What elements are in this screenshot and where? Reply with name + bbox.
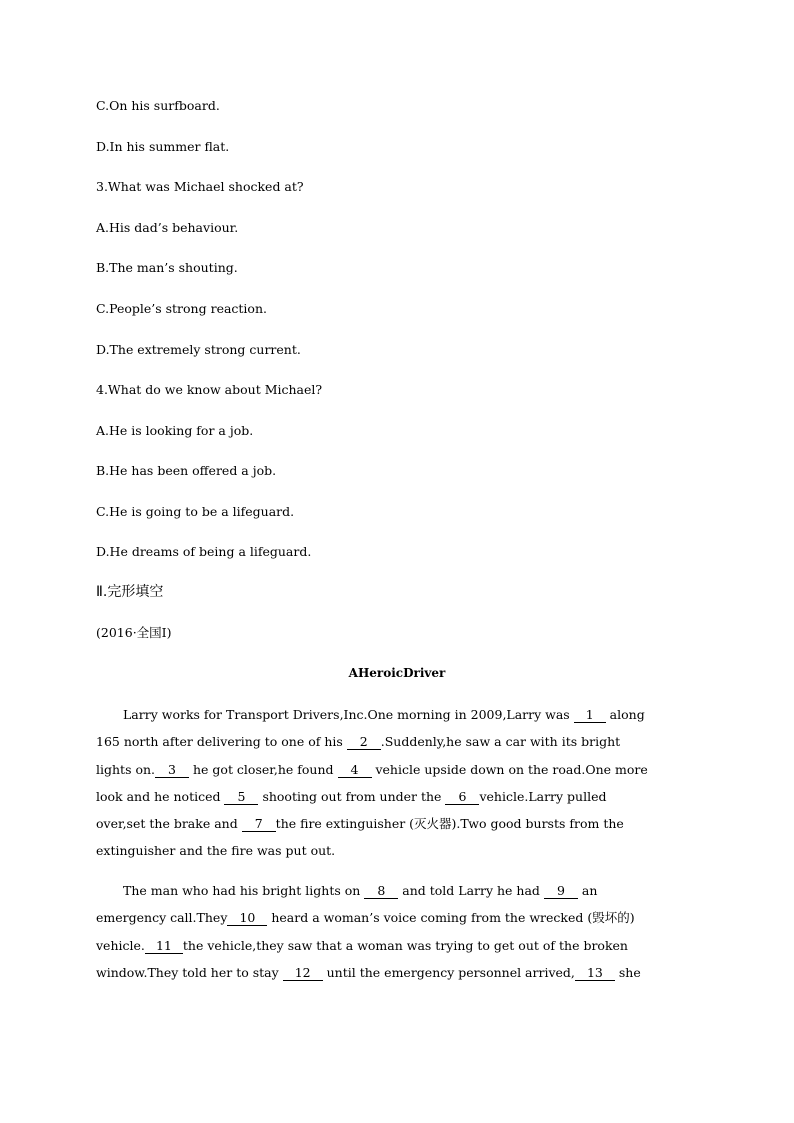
- option-q3-d: D.The extremely strong current.: [96, 342, 301, 357]
- p1-line-5: [96, 810, 696, 837]
- option-q4-a: A.He is looking for a job.: [96, 423, 254, 438]
- text-run: and told Larry he had: [398, 883, 544, 898]
- text-run: window.They told her to stay: [96, 964, 283, 980]
- text-run: an: [577, 883, 598, 898]
- text-run: vehicle.: [96, 937, 145, 953]
- text-run: .Suddenly,he saw a car with its bright: [380, 734, 621, 750]
- p1-line-2: [96, 728, 696, 755]
- text-run: 165 north after delivering to one of his: [96, 734, 347, 750]
- p2-line-1: [96, 877, 696, 904]
- text-run: the vehicle,they saw that a woman was trying to get out of the broken: [182, 937, 628, 953]
- text-run: lights on.: [96, 761, 156, 777]
- p2-line-4: [96, 959, 696, 986]
- option-q4-c: C.He is going to be a lifeguard.: [96, 504, 295, 519]
- p2-line-3: [96, 932, 696, 959]
- text-run: look and he noticed: [96, 788, 225, 804]
- blank-5: 5: [224, 790, 258, 805]
- option-q2-c: C.On his surfboard.: [96, 98, 220, 113]
- blank-11: 11: [145, 939, 183, 954]
- passage-paragraph-2: [96, 877, 696, 986]
- blank-4: 4: [338, 763, 372, 778]
- passage-title: AHeroicDriver: [348, 666, 446, 680]
- section-source: (2016·全国Ⅰ): [96, 625, 172, 640]
- text-run: the fire extinguisher (灭火器).Two good bursts from the: [275, 816, 624, 832]
- text-run: along: [605, 707, 645, 722]
- question-4: 4.What do we know about Michael?: [96, 382, 323, 397]
- blank-10: 10: [227, 911, 267, 926]
- question-3: 3.What was Michael shocked at?: [96, 179, 304, 194]
- text-run: Larry works for Transport Drivers,Inc.One morning in 2009,Larry was: [123, 707, 574, 722]
- p2-line-2: [96, 904, 696, 931]
- p1-line-4: [96, 783, 696, 810]
- text-run: until the emergency personnel arrived,: [322, 964, 575, 980]
- p1-line-1: [96, 701, 696, 728]
- text-run: vehicle upside down on the road.One more: [371, 761, 648, 777]
- text-run: The man who had his bright lights on: [123, 883, 365, 898]
- text-run: he got closer,he found: [189, 761, 338, 777]
- text-run: vehicle.Larry pulled: [479, 788, 607, 804]
- blank-6: 6: [445, 790, 479, 805]
- option-q2-d: D.In his summer flat.: [96, 139, 230, 154]
- text-run: shooting out from under the: [258, 788, 446, 804]
- p1-line-3: [96, 756, 696, 783]
- text-run: over,set the brake and: [96, 816, 242, 832]
- blank-1: 1: [574, 708, 606, 723]
- option-q3-a: A.His dad’s behaviour.: [96, 220, 239, 235]
- option-q4-d: D.He dreams of being a lifeguard.: [96, 544, 312, 559]
- blank-3: 3: [155, 763, 189, 778]
- text-run: heard a woman’s voice coming from the wrecked (毁坏的): [267, 910, 635, 926]
- option-q3-c: C.People’s strong reaction.: [96, 301, 267, 316]
- option-q4-b: B.He has been offered a job.: [96, 463, 277, 478]
- blank-2: 2: [347, 735, 381, 750]
- passage-paragraph-1: [96, 701, 696, 865]
- blank-7: 7: [242, 817, 276, 832]
- text-run: she: [614, 964, 641, 980]
- section-heading: Ⅱ.完形填空: [96, 584, 164, 600]
- blank-8: 8: [364, 884, 398, 899]
- blank-12: 12: [283, 966, 323, 981]
- blank-9: 9: [544, 884, 578, 899]
- option-q3-b: B.The man’s shouting.: [96, 260, 238, 275]
- text-run: emergency call.They: [96, 910, 228, 926]
- blank-13: 13: [575, 966, 615, 981]
- p1-line-6: extinguisher and the fire was put out.: [96, 843, 336, 859]
